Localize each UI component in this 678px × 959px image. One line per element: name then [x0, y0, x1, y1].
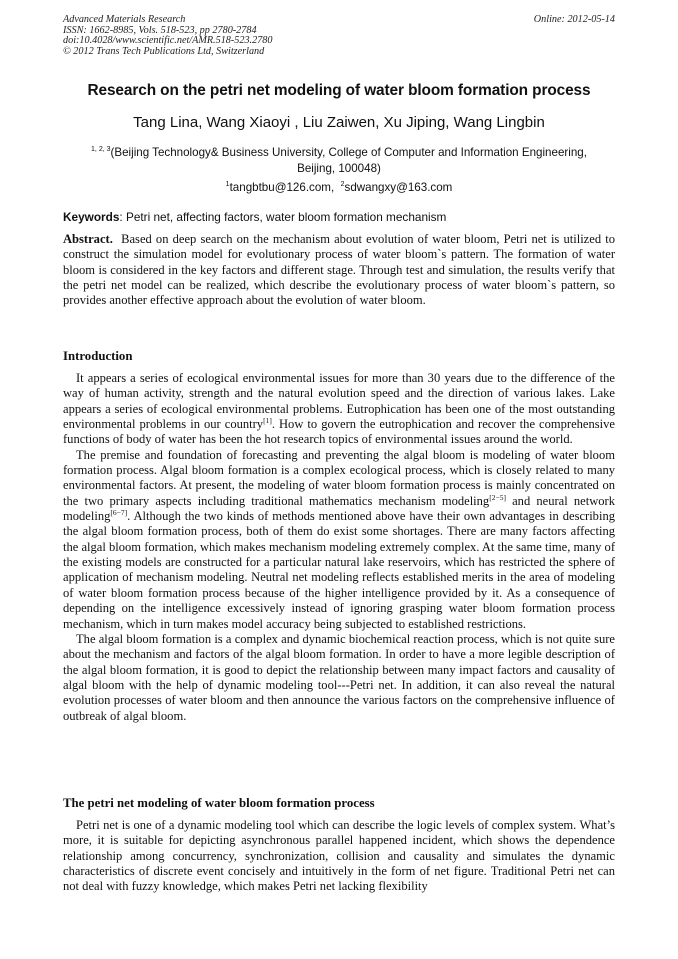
- abstract-label: Abstract.: [63, 232, 113, 246]
- author-emails: [63, 180, 615, 195]
- abstract: [63, 232, 619, 309]
- citation-2-5: [2−5]: [489, 492, 506, 502]
- email-mark-2: 2: [340, 181, 345, 188]
- citation-1: [1]: [263, 416, 272, 426]
- journal-name: Advanced Materials Research: [63, 14, 186, 25]
- online-date: Online: 2012-05-14: [533, 14, 615, 25]
- keywords-label: Keywords: [63, 210, 120, 224]
- petri-paragraph-1: Petri net is one of a dynamic modeling tool which can describe the logic levels of complex system. What’s more, it is suitable for depicting asynchronous parallel happened incident, which shows the dependence relationship among concurrency, synchronization, collision and causality and simulates the dynamic characteristics of discrete event concisely and intuitively in the form of net figure. Traditional Petri net can not deal with fuzzy knowledge, which makes Petri net lacking flexibility: [63, 818, 615, 894]
- journal-info: [63, 15, 615, 57]
- affiliation-marks: 1, 2, 3: [91, 146, 111, 153]
- citation-6-7: [6−7]: [110, 508, 128, 518]
- intro-paragraph-1: It appears a series of ecological environmental issues for more than 30 years due to the difference of the way of human activity, strength and the natural evolution speed and the direction of various lakes. Lake appears a series of ecological environmental problems. Eutrophication has been one of the most outstanding environmental problems in our country[1]. How to govern the eutrophication and recover the comprehensive functions of body of water has been the hot research topics of environmental issues around the world.: [63, 371, 615, 447]
- keywords: [63, 210, 615, 225]
- journal-header: [63, 15, 615, 57]
- email-mark-1: 1: [225, 181, 230, 188]
- email-1[interactable]: tangbtbu@126.com,: [229, 181, 335, 194]
- affiliation-line-2: Beijing, 100048): [297, 161, 381, 175]
- email-2[interactable]: sdwangxy@163.com: [344, 181, 453, 194]
- section-heading-introduction: Introduction: [63, 349, 133, 363]
- affiliation: [53, 145, 625, 176]
- journal-issn: ISSN: 1662-8985, Vols. 518-523, pp 2780-2784: [63, 24, 257, 36]
- journal-copyright: © 2012 Trans Tech Publications Ltd, Switzerland: [63, 45, 265, 57]
- petri-net-body: [63, 818, 615, 895]
- paper-title: Research on the petri net modeling of water bloom formation process: [87, 82, 591, 99]
- intro-paragraph-2: The premise and foundation of forecasting and preventing the algal bloom is modeling of water bloom formation process. Algal bloom formation is a complex ecological process, which is closely related to many environmental factors. At present, the modeling of water bloom formation process is mainly concentrated on the two primary aspects including traditional mathematics mechanism modeling[2−5] and neural network modeling[6−7]. Although the two kinds of methods mentioned above have their own advantages in describing the algal bloom formation process, both of them do exist some shortages. There are many factors affecting the algal bloom formation, which makes mechanism modeling extremely complex. At the same time, many of the existing models are constructed for a particular natural lake reservoirs, which has restricted the sphere of application of mechanism modeling. Neutral net modeling reflects established merits in the area of modeling of water bloom formation process because of the higher intelligence provided by it. As a consequence of depending on the intelligence excessively instead of ignoring grasping water bloom formation process mechanism, which in turn makes model accuracy being subjected to established restrictions.: [63, 447, 615, 631]
- paper-authors: Tang Lina, Wang Xiaoyi , Liu Zaiwen, Xu Jiping, Wang Lingbin: [133, 114, 545, 131]
- intro-paragraph-3: The algal bloom formation is a complex and dynamic biochemical reaction process, which is not quite sure about the mechanism and factors of the algal bloom formation. In order to have a more legible description of the algal bloom formation, it is good to depict the relationship between many impact factors and causality of algal bloom with the help of dynamic modeling tool---Petri net. In addition, it can also reveal the natural evolution processes of water bloom and then announce the various factors on the comprehensive influence of outbreak of algal bloom.: [63, 631, 615, 723]
- introduction-body: [63, 371, 615, 724]
- abstract-text: Based on deep search on the mechanism about evolution of water bloom, Petri net is utilized to construct the simulation model for evolutionary process of water bloom`s pattern. The formation of water bloom is considered in the key factors and different stage. Through test and simulation, the results verify that the petri net model can be realized, which describe the evolutionary process of water bloom`s pattern, so provides another effective approach about the evolution of water bloom.: [63, 232, 619, 308]
- keywords-text: : Petri net, affecting factors, water bloom formation mechanism: [119, 210, 447, 224]
- section-heading-petri-net: The petri net modeling of water bloom formation process: [63, 796, 375, 810]
- affiliation-line-1: $^{1, 2, 3}$(Beijing Technology& Business University, College of Computer and Information Engineering,: [91, 146, 587, 159]
- journal-doi: doi:10.4028/www.scientific.net/AMR.518-523.2780: [63, 35, 273, 47]
